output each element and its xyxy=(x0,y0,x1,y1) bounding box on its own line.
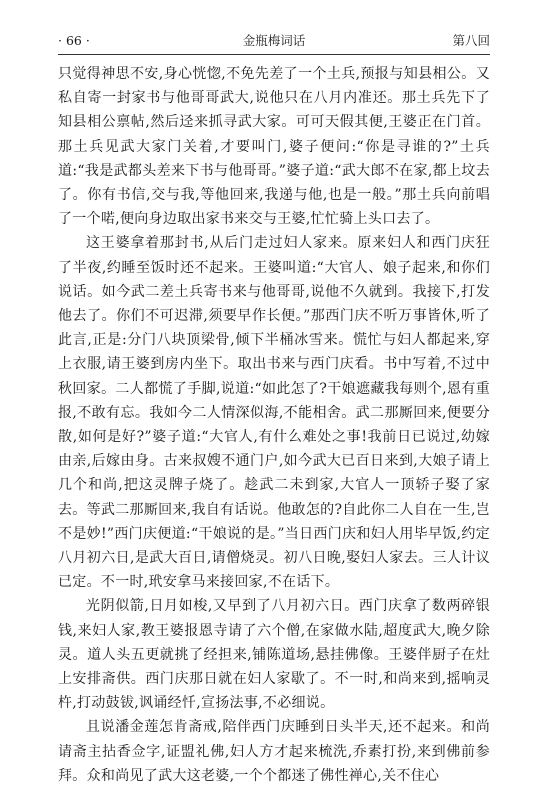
paragraph-3: 光阴似箭,日月如梭,又早到了八月初六日。西门庆拿了数两碎银钱,来妇人家,教王婆报恩寺请了六个僧,在家做水陆,超度武大,晚夕除灵。道人头五更就挑了经担来,铺陈道场,悬挂佛像。王婆伴厨子在灶上安排斋供。西门庆那日就在妇人家歇了。不一时,和尚来到,摇响灵杵,打动鼓钹,讽诵经忏,宣扬法事,不必细说。 xyxy=(58,598,490,712)
chapter-label: 第八回 xyxy=(452,33,490,48)
running-header xyxy=(58,30,490,52)
paragraph-4: 且说潘金莲怎肯斋戒,陪伴西门庆睡到日头半天,还不起来。和尚请斋主拈香佥字,证盟礼佛,妇人方才起来梳洗,乔素打扮,来到佛前参拜。众和尚见了武大这老婆,一个个都迷了佛性禅心,关不住心 xyxy=(58,719,490,784)
paragraph-1: 只觉得神思不安,身心恍惚,不免先差了一个土兵,预报与知县相公。又私自寄一封家书与他哥哥武大,说他只在八月内准还。那土兵先下了知县相公禀帖,然后迳来抓寻武大家。可可天假其便,王婆正在门首。那土兵见武大家门关着,才要叫门,婆子便问:“你是寻谁的?”土兵道:“我是武都头差来下书与他哥哥。”婆子道:“武大郎不在家,都上坟去了。你有书信,交与我,等他回来,我递与他,也是一般。”那土兵向前唱了一个喏,便向身边取出家书来交与王婆,忙忙骑上头口去了。 xyxy=(58,66,490,228)
body-text xyxy=(58,62,490,788)
paragraph-2: 这王婆拿着那封书,从后门走过妇人家来。原来妇人和西门庆狂了半夜,约睡至饭时还不起来。王婆叫道:“大官人、娘子起来,和你们说话。如今武二差土兵寄书来与他哥哥,说他不久就到。我接下,打发他去了。你们不可迟滞,须要早作长便。”那西门庆不听万事皆休,听了此言,正是:分门八块顶梁骨,倾下半桶冰雪来。慌忙与妇人都起来,穿上衣服,请王婆到房内坐下。取出书来与西门庆看。书中写着,不过中秋回家。二人都慌了手脚,说道:“如此怎了?干娘遮藏我每则个,恩有重报,不敢有忘。我如今二人情深似海,不能相舍。武二那厮回来,便要分散,如何是好?”婆子道:“大官人,有什么难处之事!我前日已说过,幼嫁由亲,后嫁由身。古来叔嫂不通门户,如今武大已百日来到,大娘子请上几个和尚,把这灵牌子烧了。趁武二未到家,大官人一顶轿子娶了家去。等武二那厮回来,我自有话说。他敢怎的?自此你二人自在一生,岂不是妙!”西门庆便道:“干娘说的是。”当日西门庆和妇人用毕早饭,约定八月初六日,是武大百日,请僧烧灵。初八日晚,娶妇人家去。三人计议已定。不一时,玳安拿马来接回家,不在话下。 xyxy=(58,235,491,591)
header-divider xyxy=(58,54,490,55)
book-title: 金瓶梅词话 xyxy=(242,33,306,48)
page-number: · 66 · xyxy=(58,33,90,48)
